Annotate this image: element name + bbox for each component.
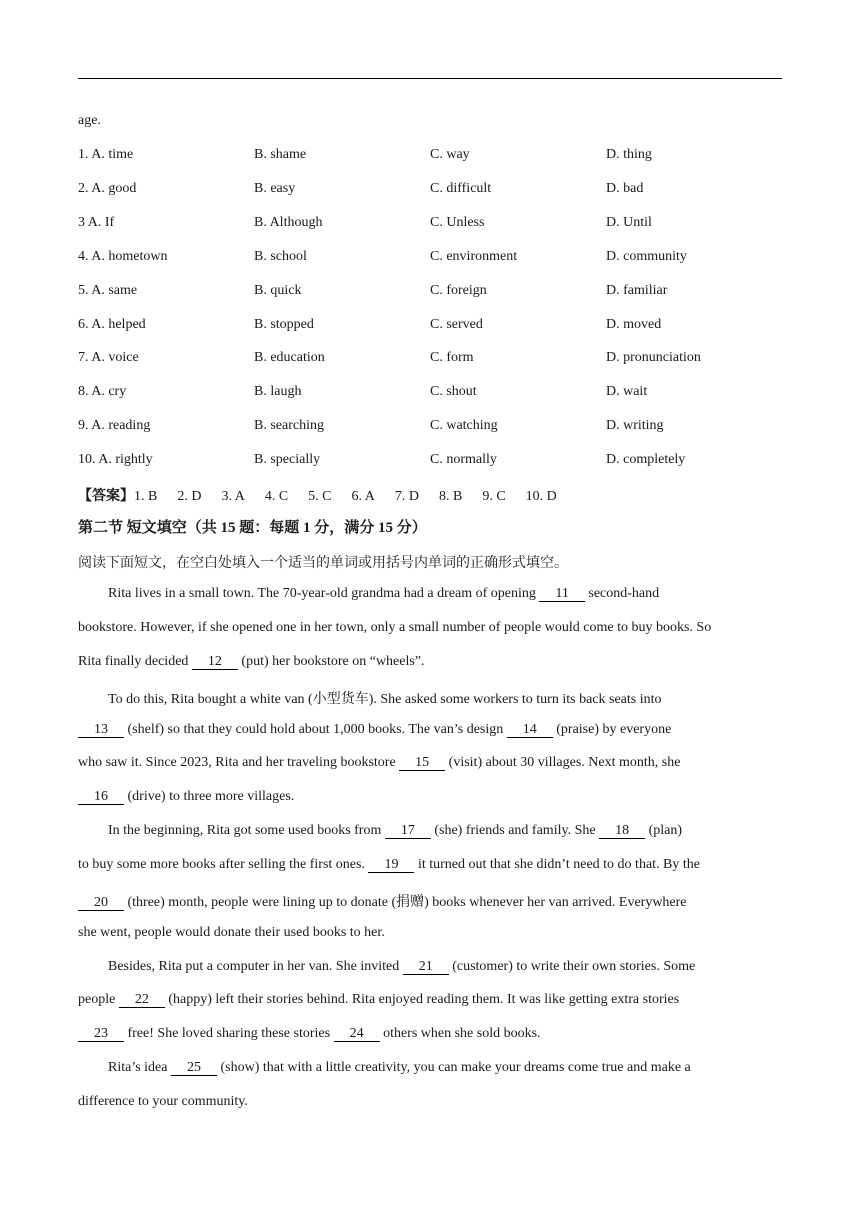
passage-line: To do this, Rita bought a white van (小型货车). She asked some workers to turn its back seats into	[108, 692, 662, 707]
section-instruction: 阅读下面短文，在空白处填入一个适当的单词或用括号内单词的正确形式填空。	[78, 556, 568, 571]
option-a: 2. A. good	[78, 181, 137, 196]
answer-item: 4. C	[264, 489, 289, 504]
option-a: 10. A. rightly	[78, 452, 153, 467]
option-d: D. bad	[606, 181, 644, 196]
blank-23[interactable]: 23	[78, 1026, 124, 1042]
option-row-4	[78, 249, 782, 269]
answer-label: 【答案】	[78, 489, 134, 504]
option-c: C. difficult	[430, 181, 492, 196]
blank-15[interactable]: 15	[399, 755, 445, 771]
option-row-2	[78, 181, 782, 201]
option-d: D. familiar	[606, 283, 668, 298]
blank-21[interactable]: 21	[403, 959, 449, 975]
option-d: D. thing	[606, 147, 652, 162]
option-c: C. normally	[430, 452, 497, 467]
option-b: B. specially	[254, 452, 321, 467]
option-b: B. Although	[254, 215, 323, 230]
passage-line: Besides, Rita put a computer in her van. She invited 21 (customer) to write their own stories. Some	[108, 959, 696, 974]
blank-12[interactable]: 12	[192, 654, 238, 670]
passage-line: bookstore. However, if she opened one in her town, only a small number of people would come to buy books. So	[78, 620, 712, 635]
passage-line: to buy some more books after selling the first ones. 19 it turned out that she didn’t need to do that. By the	[78, 857, 700, 872]
option-row-3	[78, 215, 782, 235]
option-c: C. served	[430, 317, 483, 332]
option-c: C. watching	[430, 418, 498, 433]
option-b: B. searching	[254, 418, 324, 433]
option-d: D. pronunciation	[606, 350, 701, 365]
passage-line: difference to your community.	[78, 1094, 248, 1109]
option-b: B. stopped	[254, 317, 314, 332]
option-c: C. Unless	[430, 215, 485, 230]
answer-item: 7. D	[394, 489, 419, 504]
option-b: B. easy	[254, 181, 296, 196]
option-a: 9. A. reading	[78, 418, 151, 433]
option-a: 8. A. cry	[78, 384, 127, 399]
option-c: C. form	[430, 350, 474, 365]
passage-line: 20 (three) month, people were lining up to donate (捐赠) books whenever her van arrived. Everywhere	[78, 891, 687, 911]
blank-20[interactable]: 20	[78, 895, 124, 911]
top-fragment: age.	[78, 113, 101, 128]
option-a: 6. A. helped	[78, 317, 146, 332]
option-d: D. moved	[606, 317, 662, 332]
answer-key	[78, 485, 577, 505]
option-a: 3 A. If	[78, 215, 115, 230]
option-row-9	[78, 418, 782, 438]
answer-item: 6. A	[351, 489, 375, 504]
answer-item: 8. B	[438, 489, 463, 504]
passage-line: 16 (drive) to three more villages.	[78, 789, 294, 805]
option-row-8	[78, 384, 782, 404]
blank-17[interactable]: 17	[385, 823, 431, 839]
option-d: D. wait	[606, 384, 648, 399]
option-row-10	[78, 452, 782, 472]
answer-item: 3. A	[221, 489, 245, 504]
passage-line: Rita lives in a small town. The 70-year-old grandma had a dream of opening 11 second-hand	[108, 586, 660, 601]
option-row-1	[78, 147, 782, 167]
blank-19[interactable]: 19	[368, 857, 414, 873]
option-c: C. way	[430, 147, 470, 162]
passage-line: Rita’s idea 25 (show) that with a little creativity, you can make your dreams come true and make a	[108, 1060, 691, 1075]
answer-item: 2. D	[177, 489, 202, 504]
option-row-6	[78, 317, 782, 337]
option-c: C. shout	[430, 384, 477, 399]
answer-item: 1. B	[134, 489, 158, 504]
option-a: 4. A. hometown	[78, 249, 168, 264]
option-d: D. Until	[606, 215, 652, 230]
option-d: D. writing	[606, 418, 664, 433]
section-heading: 第二节 短文填空（共 15 题：每题 1 分，满分 15 分）	[78, 520, 427, 536]
passage-line: she went, people would donate their used books to her.	[78, 925, 385, 940]
passage-line: Rita finally decided 12 (put) her bookstore on “wheels”.	[78, 654, 425, 669]
passage-line: In the beginning, Rita got some used books from 17 (she) friends and family. She 18 (plan)	[108, 823, 683, 838]
answer-item: 9. C	[482, 489, 506, 504]
option-c: C. foreign	[430, 283, 487, 298]
passage-line: who saw it. Since 2023, Rita and her traveling bookstore 15 (visit) about 30 villages. Next month, she	[78, 755, 681, 770]
option-b: B. quick	[254, 283, 302, 298]
passage-line: people 22 (happy) left their stories behind. Rita enjoyed reading them. It was like getting extra stories	[78, 992, 680, 1007]
blank-22[interactable]: 22	[119, 992, 165, 1008]
blank-25[interactable]: 25	[171, 1060, 217, 1076]
passage-line: 23 free! She loved sharing these stories 24 others when she sold books.	[78, 1026, 541, 1042]
header-rule	[78, 78, 782, 79]
option-b: B. shame	[254, 147, 307, 162]
option-row-7	[78, 350, 782, 370]
option-b: B. school	[254, 249, 307, 264]
blank-13[interactable]: 13	[78, 722, 124, 738]
option-d: D. completely	[606, 452, 686, 467]
passage-line: 13 (shelf) so that they could hold about 1,000 books. The van’s design 14 (praise) by everyone	[78, 722, 671, 738]
blank-24[interactable]: 24	[334, 1026, 380, 1042]
option-c: C. environment	[430, 249, 518, 264]
answer-item: 10. D	[525, 489, 557, 504]
option-a: 1. A. time	[78, 147, 134, 162]
answer-item: 5. C	[308, 489, 332, 504]
option-a: 7. A. voice	[78, 350, 139, 365]
blank-16[interactable]: 16	[78, 789, 124, 805]
blank-18[interactable]: 18	[599, 823, 645, 839]
option-d: D. community	[606, 249, 687, 264]
option-b: B. laugh	[254, 384, 302, 399]
blank-11[interactable]: 11	[539, 586, 584, 602]
blank-14[interactable]: 14	[507, 722, 553, 738]
option-row-5	[78, 283, 782, 303]
option-a: 5. A. same	[78, 283, 138, 298]
option-b: B. education	[254, 350, 325, 365]
